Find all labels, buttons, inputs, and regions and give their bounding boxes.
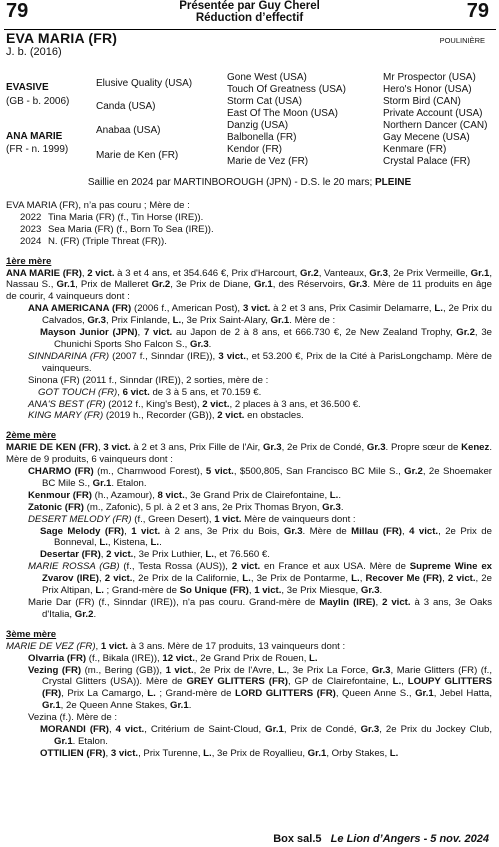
produce-paragraph: MORANDI (FR), 4 vict., Critérium de Saint-Cloud, Gr.1, Prix de Condé, Gr.3, 2e Prix du Jockey Club, Gr.1. Etalon. xyxy=(40,724,492,747)
lot-number-left: 79 xyxy=(6,0,29,22)
produce-paragraph: GOT TOUCH (FR), 6 vict. de 3 à 5 ans, et 70.159 €. xyxy=(38,386,262,398)
pedigree-g4: Kenmare (FR) xyxy=(383,144,447,155)
covering-text: Saillie en 2024 par MARTINBOROUGH (JPN) - D.S. le 20 mars; xyxy=(87,177,375,188)
footer-event: Le Lion d’Angers - 5 nov. 2024 xyxy=(330,833,489,845)
produce-paragraph: DESERT MELODY (FR) (f., Green Desert), 1 vict. Mère de vainqueurs dont : xyxy=(28,513,356,525)
pedigree-g4: Storm Bird (CAN) xyxy=(383,96,461,107)
produce-paragraph: Olvarria (FR) (f., Bikala (IRE)), 12 vict., 2e Grand Prix de Rouen, L. xyxy=(28,652,318,664)
record-intro: EVA MARIA (FR), n’a pas couru ; Mère de : xyxy=(6,200,190,211)
pedigree-g3: Marie de Vez (FR) xyxy=(227,156,309,167)
produce-paragraph: Mayson Junior (JPN), 7 vict. au Japon de 2 à 8 ans, et 666.730 €, 2e New Zealand Trophy, Gr.2, 3e Chunichi Sports Sho Falcon S., Gr.3. xyxy=(40,327,492,350)
produce-paragraph: MARIE ROSSA (GB) (f., Testa Rossa (AUS)), 2 vict. en France et aux USA. Mère de Supreme Wine ex Zvarov (IRE), 2 vict., 2e Prix de la Californie, L., 3e Prix de Pontarme, L., Recover Me (FR), 2 vict., 2e Prix Altipan, L. ; Grand-mère de So Unique (FR), 1 vict., 3e Prix Miesque, Gr.3. xyxy=(28,561,492,597)
produce-item: 2022 Tina Maria (FR) (f., Tin Horse (IRE)). xyxy=(20,211,204,223)
produce-paragraph: OTTILIEN (FR), 3 vict., Prix Turenne, L., 3e Prix de Royallieu, Gr.1, Orby Stakes, L. xyxy=(40,747,399,759)
produce-paragraph: KING MARY (FR) (2019 h., Recorder (GB)), 2 vict. en obstacles. xyxy=(28,410,304,422)
pedigree-g2: Marie de Ken (FR) xyxy=(96,150,179,161)
section-third-dam: 3ème mère xyxy=(6,628,57,640)
footer-box: Box sal.5 xyxy=(273,833,322,845)
produce-paragraph: ANA'S BEST (FR) (2012 f., King's Best), 2 vict., 2 places à 3 ans, et 36.500 €. xyxy=(28,398,361,410)
produce-paragraph: Marie Dar (FR) (f., Sinndar (IRE)), n'a pas couru. Grand-mère de Maylin (IRE), 2 vict. à 3 ans, 3e Oaks d'Italia, Gr.2. xyxy=(28,597,493,620)
pedigree-g3: Kendor (FR) xyxy=(227,144,283,155)
pedigree-g4: Hero's Honor (USA) xyxy=(383,84,472,95)
covering-line xyxy=(0,177,499,188)
pedigree-g3: Touch Of Greatness (USA) xyxy=(227,84,346,95)
produce-item: 2024 N. (FR) (Triple Threat (FR)). xyxy=(20,235,167,247)
presenter xyxy=(0,0,499,24)
dam-paragraph: MARIE DE VEZ (FR), 1 vict. à 3 ans. Mère de 17 produits, 13 vainqueurs dont : xyxy=(6,640,346,652)
horse-name: EVA MARIA (FR) xyxy=(6,30,118,46)
pedigree-g2: Canda (USA) xyxy=(96,101,156,112)
section-second-dam: 2ème mère xyxy=(6,430,57,442)
produce-paragraph: Zatonic (FR) (m., Zafonic), 5 pl. à 2 et 3 ans, 2e Prix Thomas Bryon, Gr.3. xyxy=(28,501,344,513)
pedigree-g4: Mr Prospector (USA) xyxy=(383,72,476,83)
pedigree-g3: Danzig (USA) xyxy=(227,120,289,131)
sire-description: (GB - b. 2006) xyxy=(6,96,70,107)
produce-paragraph: Vezina (f.). Mère de : xyxy=(28,712,118,724)
section-first-dam: 1ère mère xyxy=(6,255,52,267)
footer xyxy=(273,833,489,845)
sire-name: EVASIVE xyxy=(6,82,49,93)
pedigree-g3: Storm Cat (USA) xyxy=(227,96,303,107)
produce-item: 2023 Sea Maria (FR) (f., Born To Sea (IRE)). xyxy=(20,223,214,235)
horse-description: J. b. (2016) xyxy=(6,46,62,58)
catalogue-header xyxy=(0,0,499,30)
produce-paragraph: Sage Melody (FR), 1 vict. à 2 ans, 3e Prix du Bois, Gr.3. Mère de Millau (FR), 4 vict., 2e Prix de Bonneval, L., Kistena, L.. xyxy=(40,525,492,549)
category-tag: POULINIÈRE xyxy=(439,36,485,45)
produce-paragraph: SINNDARINA (FR) (2007 f., Sinndar (IRE)), 3 vict., et 53.200 €, Prix de la Cité à ParisLongchamp. Mère de vainqueurs. xyxy=(28,350,493,374)
produce-paragraph: Vezing (FR) (m., Bering (GB)), 1 vict., 2e Prix de l'Avre, L., 3e Prix La Force, Gr.3, Marie Glitters (FR) (f., Crystal Glitters (USA)). Mère de GREY GLITTERS (FR), GP de Clairefontaine, L., LOUPY GLITTERS (FR), Prix La Camargo, L. ; Grand-mère de LORD GLITTERS (FR), Queen Anne S., Gr.1, Jebel Hatta, Gr.1, 2e Queen Anne Stakes, Gr.1. xyxy=(28,664,493,712)
pedigree-g4: Private Account (USA) xyxy=(383,108,483,119)
dam-paragraph: ANA MARIE (FR), 2 vict. à 3 et 4 ans, et 354.646 €, Prix d'Harcourt, Gr.2, Vanteaux, Gr.3, 2e Prix Vermeille, Gr.1, Nassau S., Gr.1, Prix de Malleret Gr.2, 3e Prix de Diane, Gr.1, des Réservoirs, Gr.3. Mère de 11 produits en âge de courir, 4 vainqueurs dont : xyxy=(6,267,492,303)
presenter-line: Présentée par Guy Cherel xyxy=(179,0,320,12)
presenter-reason: Réduction d’effectif xyxy=(195,12,304,24)
pedigree-g2: Anabaa (USA) xyxy=(96,125,161,136)
dam-paragraph: MARIE DE KEN (FR), 3 vict. à 2 et 3 ans, Prix Fille de l'Air, Gr.3, 2e Prix de Condé, Gr.3. Propre sœur de Kenez. Mère de 9 produits, 6 vainqueurs dont : xyxy=(6,442,492,466)
pedigree-g4: Crystal Palace (FR) xyxy=(383,156,471,167)
catalogue-text xyxy=(6,200,492,760)
produce-paragraph: CHARMO (FR) (m., Charnwood Forest), 5 vict., $500,805, San Francisco BC Mile S., Gr.2, 2e Shoemaker BC Mile S., Gr.1. Etalon. xyxy=(28,466,493,489)
produce-paragraph: ANA AMERICANA (FR) (2006 f., American Post), 3 vict. à 2 et 3 ans, Prix Casimir Delamarre, L., 2e Prix du Calvados, Gr.3, Prix Finlande, L., 3e Prix Saint-Alary, Gr.1. Mère de : xyxy=(28,303,492,327)
covering-status: PLEINE xyxy=(375,177,412,188)
pedigree-g4: Gay Mecene (USA) xyxy=(383,132,470,143)
produce-paragraph: Kenmour (FR) (h., Azamour), 8 vict., 3e Grand Prix de Clairefontaine, L.. xyxy=(28,489,341,501)
produce-paragraph: Sinona (FR) (2011 f., Sinndar (IRE)), 2 sorties, mère de : xyxy=(28,374,269,386)
dam-name: ANA MARIE xyxy=(6,131,63,142)
pedigree-g2: Elusive Quality (USA) xyxy=(96,78,193,89)
pedigree-g3: Balbonella (FR) xyxy=(227,132,297,143)
lot-number-right: 79 xyxy=(466,0,489,22)
pedigree-g3: East Of The Moon (USA) xyxy=(227,108,338,119)
pedigree-g4: Northern Dancer (CAN) xyxy=(383,120,488,131)
produce-paragraph: Desertar (FR), 2 vict., 3e Prix Luthier, L., et 76.560 €. xyxy=(40,549,270,561)
dam-description: (FR - n. 1999) xyxy=(6,144,69,155)
pedigree-g3: Gone West (USA) xyxy=(227,72,307,83)
